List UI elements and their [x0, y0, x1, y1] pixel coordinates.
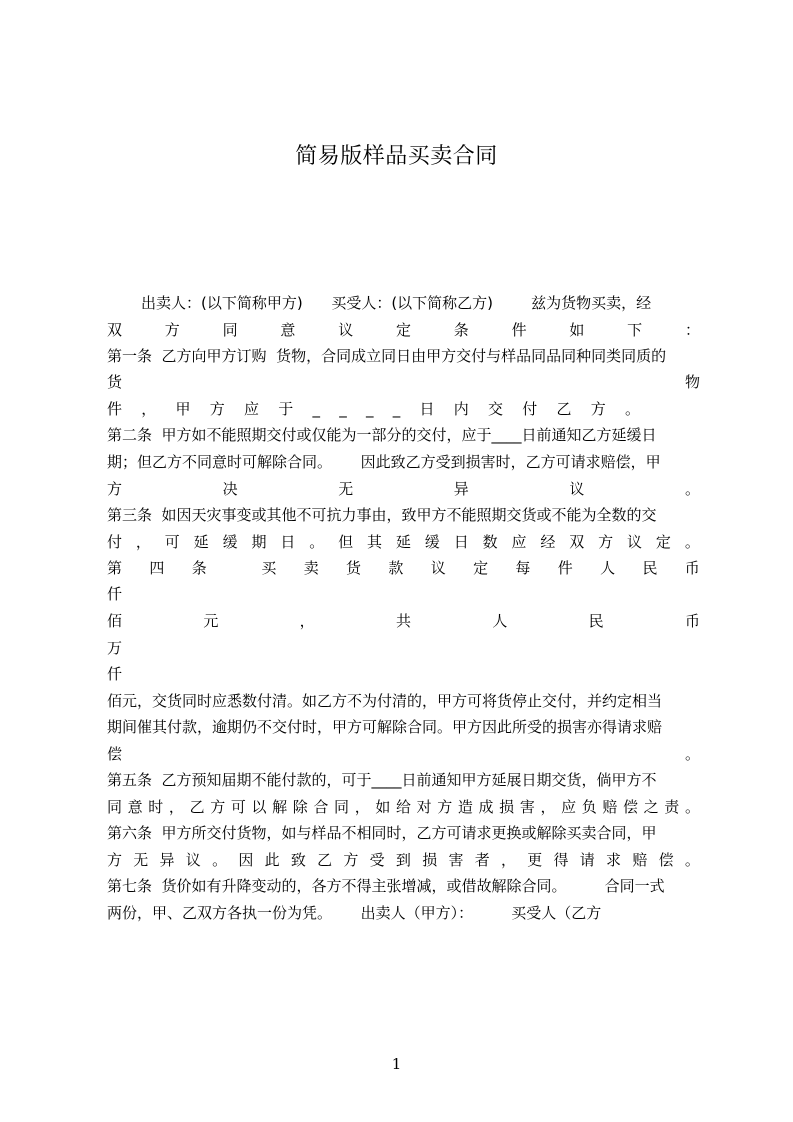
line-char: 求: [606, 851, 622, 869]
line-char: ：: [684, 321, 700, 339]
line-char: 方: [598, 533, 614, 551]
line-char: 除: [292, 798, 308, 816]
line-char: 定: [395, 321, 411, 339]
contract-line: 期；但乙方不同意时可解除合同。 因此致乙方受到损害时，乙方可请求赔偿，甲: [107, 453, 661, 471]
line-char: 成: [478, 798, 494, 816]
line-char: 货: [346, 559, 362, 577]
line-char: 议: [338, 321, 354, 339]
line-char: 货: [107, 373, 123, 391]
line-char: 方: [107, 480, 123, 498]
contract-line: 第七条 货价如有升降变动的，各方不得主张增减，或借故解除合同。 合同一式: [107, 877, 665, 895]
line-char: 如: [375, 798, 391, 816]
contract-line: 佰元，交货同时应悉数付清。如乙方不为付清的，甲方可将货停止交付，并约定相当: [107, 692, 663, 710]
line-char: 物: [684, 373, 700, 391]
line-char: 人: [492, 612, 508, 630]
contract-line: [107, 742, 700, 766]
line-char: 双: [107, 321, 123, 339]
line-char: 决: [222, 480, 238, 498]
line-char: 受: [369, 851, 385, 869]
contract-line: 第五条 乙方预知届期不能付款的，可于____日前通知甲方延展日期交货，倘甲方不: [107, 771, 657, 789]
contract-line: [107, 609, 700, 633]
line-char: 害: [448, 851, 464, 869]
contract-line: [107, 318, 700, 342]
line-char: 赔: [632, 851, 648, 869]
contract-line: [107, 530, 700, 554]
line-char: 条: [453, 321, 469, 339]
line-char: 延: [193, 533, 209, 551]
line-char: 议: [185, 851, 201, 869]
line-char: 造: [457, 798, 473, 816]
line-char: 时: [148, 798, 164, 816]
line-char: 期: [251, 533, 267, 551]
line-char: 乙: [189, 798, 205, 816]
line-char: 于: [278, 400, 294, 418]
line-char: 给: [395, 798, 411, 816]
line-char: 。: [624, 400, 640, 418]
line-char: 四: [149, 559, 165, 577]
line-char: 损: [422, 851, 438, 869]
line-char: _: [339, 400, 347, 418]
line-char: 付: [522, 400, 538, 418]
line-char: 。: [684, 745, 700, 763]
line-char: 。: [684, 798, 700, 816]
line-char: 此: [264, 851, 280, 869]
contract-line: [107, 795, 700, 819]
line-char: 。: [684, 851, 700, 869]
line-char: 乙: [317, 851, 333, 869]
line-char: 。: [309, 533, 325, 551]
line-char: 对: [416, 798, 432, 816]
line-char: 其: [367, 533, 383, 551]
contract-line: [107, 556, 700, 580]
line-char: 延: [395, 533, 411, 551]
line-char: 意: [127, 798, 143, 816]
line-char: 同: [222, 321, 238, 339]
page-number: 1: [391, 1055, 402, 1073]
line-char: 议: [627, 533, 643, 551]
line-char: 日: [280, 533, 296, 551]
line-char: 件: [511, 321, 527, 339]
line-char: ，: [354, 798, 370, 816]
line-char: 款: [388, 559, 404, 577]
line-char: 民: [642, 559, 658, 577]
line-char: 异: [159, 851, 175, 869]
line-char: 件: [557, 559, 573, 577]
line-char: 偿: [623, 798, 639, 816]
line-char: 币: [684, 612, 700, 630]
line-char: ，: [141, 400, 157, 418]
line-char: 日: [419, 400, 435, 418]
line-char: ，: [168, 798, 184, 816]
line-char: 日: [453, 533, 469, 551]
line-char: 币: [684, 559, 700, 577]
line-char: 偿: [658, 851, 674, 869]
contract-line: 仟: [107, 585, 123, 603]
line-char: 应: [561, 798, 577, 816]
line-char: 可: [164, 533, 180, 551]
line-char: 条: [191, 559, 207, 577]
line-char: 异: [453, 480, 469, 498]
line-char: 元: [203, 612, 219, 630]
line-char: 每: [515, 559, 531, 577]
line-char: 定: [655, 533, 671, 551]
line-char: 同: [334, 798, 350, 816]
line-char: 甲: [175, 400, 191, 418]
line-char: 议: [569, 480, 585, 498]
line-char: 方: [343, 851, 359, 869]
contract-line: 第一条 乙方向甲方订购 货物，合同成立同日由甲方交付与样品同品同种同类同质的: [107, 347, 667, 365]
line-char: 卖: [303, 559, 319, 577]
line-char: 赔: [602, 798, 618, 816]
line-char: 请: [579, 851, 595, 869]
line-char: 定: [473, 559, 489, 577]
contract-line: 仟: [107, 665, 123, 683]
line-char: 负: [581, 798, 597, 816]
contract-line: 期间催其付款，逾期仍不交付时，甲方可解除合同。甲方因此所受的损害亦得请求赔: [107, 718, 663, 736]
line-char: 如: [569, 321, 585, 339]
line-char: 得: [553, 851, 569, 869]
contract-line: [107, 477, 700, 501]
line-char: 可: [230, 798, 246, 816]
line-char: 议: [430, 559, 446, 577]
line-char: 共: [395, 612, 411, 630]
line-char: 。: [684, 533, 700, 551]
line-char: 佰: [107, 612, 123, 630]
contract-line: [107, 397, 640, 421]
line-char: 缓: [222, 533, 238, 551]
line-char: 乙: [556, 400, 572, 418]
line-char: 。: [684, 480, 700, 498]
line-char: 件: [107, 400, 123, 418]
line-char: 害: [519, 798, 535, 816]
line-char: 付: [107, 533, 123, 551]
contract-line: [107, 370, 700, 394]
contract-line: 第三条 如因天灾事变或其他不可抗力事由，致甲方不能照期交货或不能为全数的交: [107, 506, 657, 524]
line-char: ，: [500, 851, 516, 869]
line-char: 无: [133, 851, 149, 869]
line-char: 但: [338, 533, 354, 551]
line-char: 内: [453, 400, 469, 418]
line-char: _: [312, 400, 320, 418]
line-char: 方: [107, 851, 123, 869]
line-char: 。: [212, 851, 228, 869]
contract-line: 万: [107, 639, 123, 657]
line-char: 解: [272, 798, 288, 816]
line-char: 经: [540, 533, 556, 551]
line-char: 应: [244, 400, 260, 418]
line-char: 人: [600, 559, 616, 577]
line-char: 之: [643, 798, 659, 816]
line-char: 第: [107, 559, 123, 577]
line-char: 同: [107, 798, 123, 816]
line-char: 无: [338, 480, 354, 498]
line-char: 方: [164, 321, 180, 339]
line-char: 数: [482, 533, 498, 551]
line-char: ，: [135, 533, 151, 551]
line-char: 因: [238, 851, 254, 869]
line-char: 以: [251, 798, 267, 816]
contract-line: 第六条 甲方所交付货物，如与样品不相同时，乙方可请求更换或解除买卖合同，甲: [107, 824, 657, 842]
line-char: 方: [437, 798, 453, 816]
line-char: ，: [540, 798, 556, 816]
line-char: 责: [664, 798, 680, 816]
line-char: 双: [569, 533, 585, 551]
line-char: 合: [313, 798, 329, 816]
line-char: 损: [499, 798, 515, 816]
line-char: 方: [590, 400, 606, 418]
contract-line: 两份，甲、乙双方各执一份为凭。 出卖人（甲方）： 买受人（乙方: [107, 904, 602, 922]
line-char: 应: [511, 533, 527, 551]
line-char: 方: [209, 400, 225, 418]
line-char: 方: [210, 798, 226, 816]
line-char: 交: [487, 400, 503, 418]
line-char: 偿: [107, 745, 123, 763]
line-char: 意: [280, 321, 296, 339]
line-char: 民: [588, 612, 604, 630]
line-char: 更: [527, 851, 543, 869]
line-char: 者: [474, 851, 490, 869]
line-char: 买: [261, 559, 277, 577]
line-char: 致: [290, 851, 306, 869]
document-title: 简易版样品买卖合同: [295, 144, 498, 169]
line-char: ，: [299, 612, 315, 630]
line-char: 缓: [424, 533, 440, 551]
contract-line: [107, 848, 700, 872]
contract-line: 第二条 甲方如不能照期交付或仅能为一部分的交付，应于____日前通知乙方延缓日: [107, 426, 657, 444]
contract-line: 出卖人：(以下简称甲方) 买受人：(以下简称乙方) 兹为货物买卖，经: [141, 294, 652, 312]
line-char: _: [365, 400, 374, 418]
line-char: _: [392, 400, 401, 418]
line-char: 下: [627, 321, 643, 339]
line-char: 到: [395, 851, 411, 869]
